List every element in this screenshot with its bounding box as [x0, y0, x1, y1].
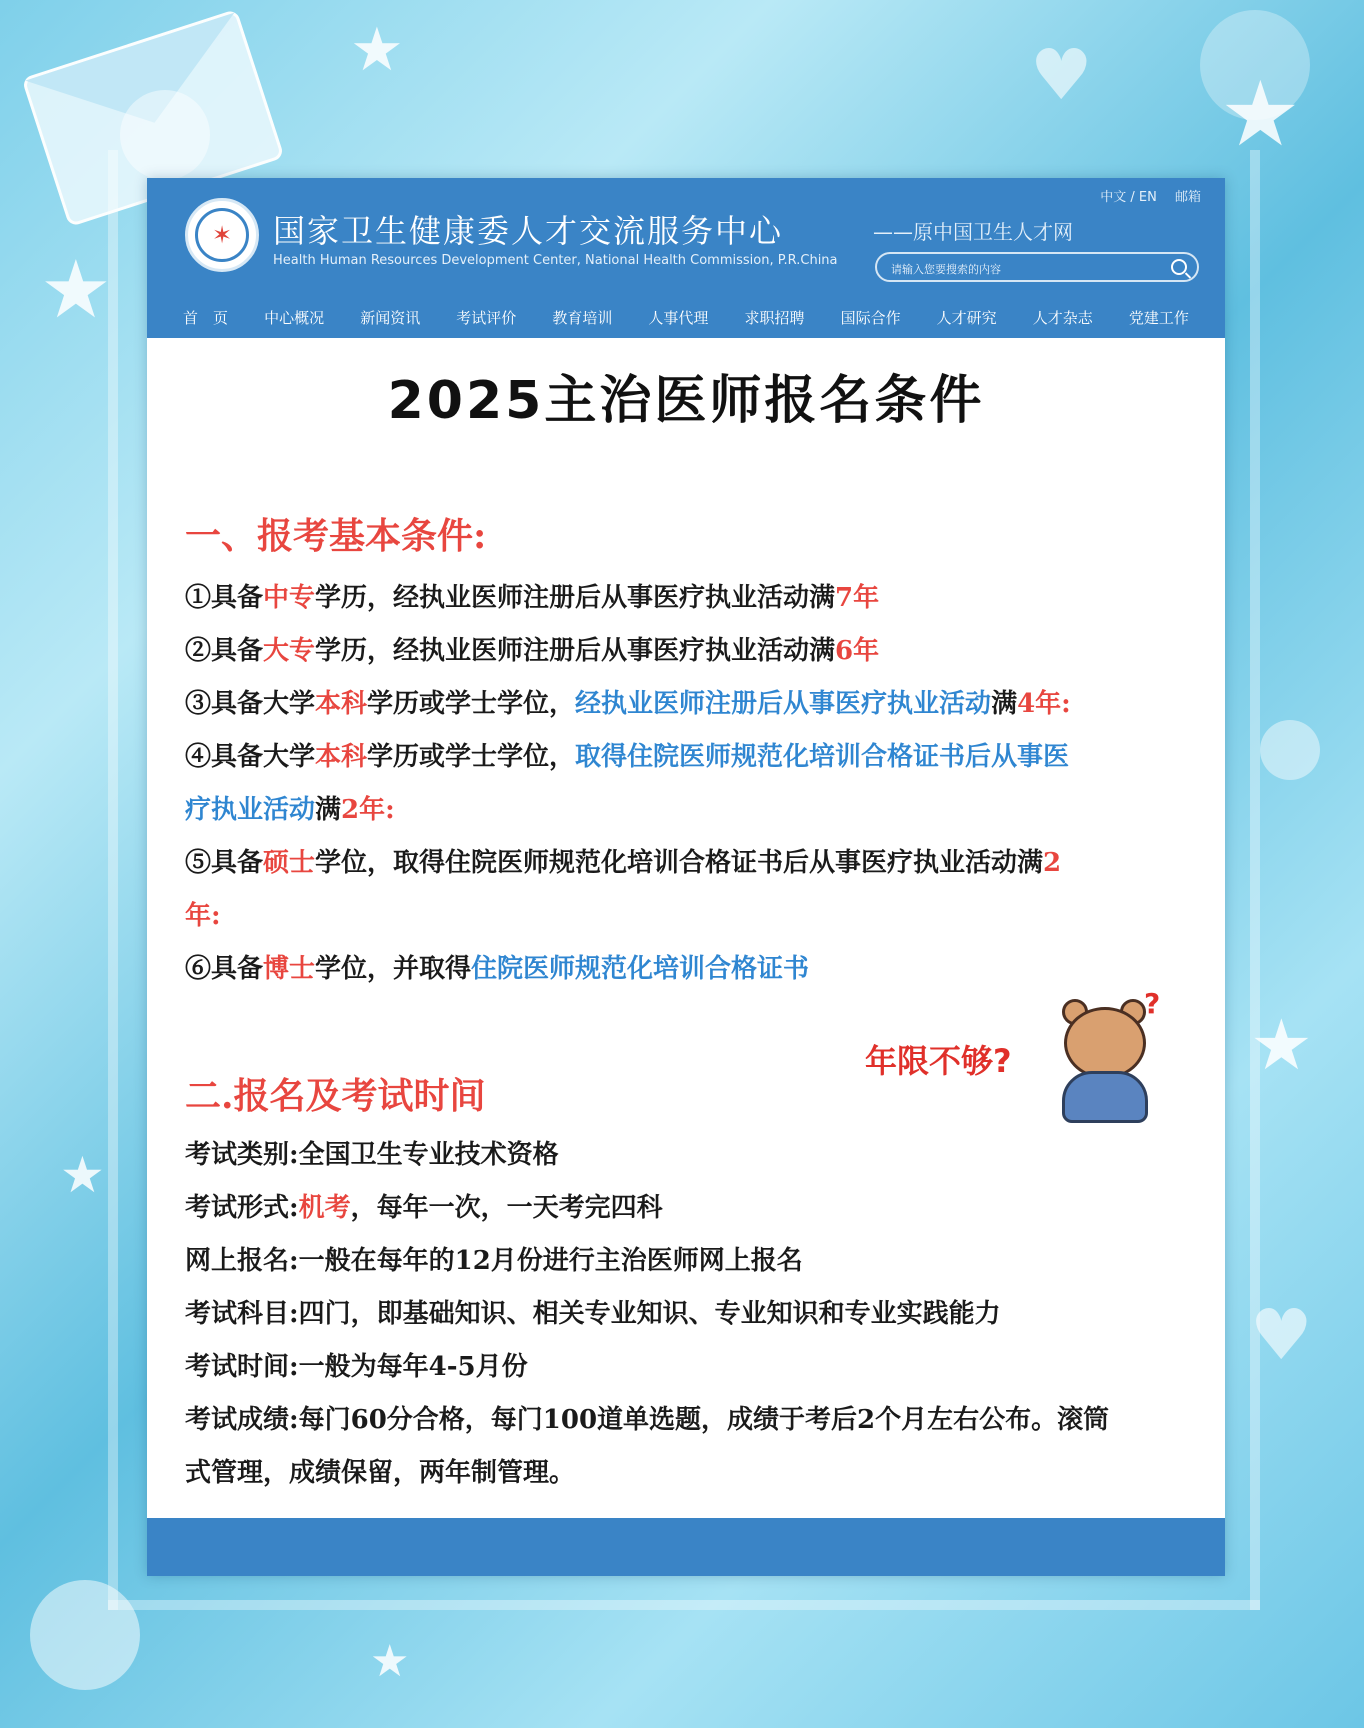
text-segment: 学位，取得住院医师规范化培训合格证书后从事医疗执业活动满 — [315, 848, 1044, 878]
text-segment: 6年 — [835, 636, 880, 666]
footer-bar — [147, 1518, 1225, 1576]
frame-line — [108, 1600, 1260, 1610]
text-line — [185, 625, 1195, 678]
text-segment: 考试时间:一般为每年4-5月份 — [185, 1352, 528, 1382]
text-segment: 学历或学士学位， — [367, 689, 576, 719]
text-segment: 考试科目:四门，即基础知识、相关专业知识、专业知识和专业实践能力 — [185, 1299, 1001, 1329]
text-segment: 住院医师规范化培训合格证书 — [471, 954, 810, 984]
mail-link[interactable]: 邮箱 — [1174, 190, 1201, 205]
text-segment: 考试形式: — [185, 1193, 299, 1223]
search-box — [875, 252, 1199, 282]
text-segment: 中专 — [263, 583, 316, 613]
site-subtitle: Health Human Resources Development Center, National Health Commission, P.R.China — [273, 253, 838, 268]
nav-item[interactable]: 新闻资讯 — [360, 308, 421, 327]
text-segment: ④具备大学 — [185, 742, 316, 772]
text-segment: 经执业医师注册后从事医疗执业活动 — [575, 689, 992, 719]
site-logo[interactable] — [185, 198, 259, 272]
text-segment: ①具备 — [185, 583, 264, 613]
text-segment: 4年: — [1017, 689, 1071, 719]
star-icon: ★ — [60, 1146, 105, 1204]
nav-item[interactable]: 党建工作 — [1128, 308, 1189, 327]
site-former-name: ——原中国卫生人才网 — [873, 220, 1073, 244]
nav-item[interactable]: 人才研究 — [936, 308, 997, 327]
text-line — [185, 1341, 1195, 1394]
text-segment: ⑥具备 — [185, 954, 264, 984]
text-segment: ，每年一次，一天考完四科 — [350, 1193, 663, 1223]
text-line — [185, 1288, 1195, 1341]
text-line — [185, 678, 1195, 731]
star-icon: ★ — [370, 1636, 410, 1687]
text-segment: 考试类别:全国卫生专业技术资格 — [185, 1140, 559, 1170]
text-segment: ③具备大学 — [185, 689, 316, 719]
star-icon: ★ — [1250, 1004, 1313, 1086]
content-card — [147, 178, 1225, 1576]
nav-item[interactable]: 人事代理 — [648, 308, 709, 327]
nav-item[interactable]: 考试评价 — [456, 308, 517, 327]
bear-body — [1062, 1071, 1148, 1123]
text-segment: 2年: — [341, 795, 395, 825]
text-segment: 满 — [991, 689, 1018, 719]
page-title: 2025主治医师报名条件 — [387, 371, 985, 431]
bubble-decoration — [1260, 720, 1320, 780]
text-segment: ⑤具备 — [185, 848, 264, 878]
nav-item[interactable]: 中心概况 — [264, 308, 325, 327]
site-title: 国家卫生健康委人才交流服务中心 — [273, 212, 784, 250]
text-segment: 本科 — [315, 742, 368, 772]
text-segment: 学历，经执业医师注册后从事医疗执业活动满 — [315, 636, 836, 666]
text-segment: 疗执业活动 — [185, 795, 316, 825]
text-segment: 大专 — [263, 636, 316, 666]
text-line — [185, 1447, 1195, 1500]
text-line — [185, 784, 1195, 837]
header-links — [1086, 186, 1201, 205]
question-label: 年限不够? — [865, 1042, 1012, 1080]
nav-item[interactable]: 教育培训 — [552, 308, 613, 327]
bear-head — [1064, 1007, 1146, 1079]
text-segment: 取得住院医师规范化培训合格证书后从事医 — [575, 742, 1070, 772]
site-header — [147, 178, 1225, 338]
heart-icon: ♥ — [1250, 1294, 1313, 1376]
frame-line — [108, 150, 118, 1610]
search-icon[interactable] — [1171, 259, 1187, 275]
frame-line — [1250, 150, 1260, 1610]
bear-illustration — [1052, 987, 1172, 1123]
text-segment: 学位，并取得 — [315, 954, 472, 984]
question-mark-icon: ? — [1144, 987, 1161, 1020]
text-segment: 式管理，成绩保留，两年制管理。 — [185, 1458, 576, 1488]
text-segment: 硕士 — [263, 848, 316, 878]
star-icon: ★ — [350, 15, 404, 85]
text-segment: 7年 — [835, 583, 880, 613]
text-segment: ②具备 — [185, 636, 264, 666]
search-input[interactable] — [889, 258, 1163, 280]
text-segment: 网上报名:一般在每年的12月份进行主治医师网上报名 — [185, 1246, 803, 1276]
bubble-decoration — [120, 90, 210, 180]
nav-item[interactable]: 首 页 — [183, 308, 229, 327]
star-icon: ★ — [1220, 62, 1301, 167]
text-segment: 机考 — [298, 1193, 351, 1223]
nav-item[interactable]: 国际合作 — [840, 308, 901, 327]
heart-icon: ♥ — [1030, 34, 1093, 116]
nav-item[interactable]: 求职招聘 — [744, 308, 805, 327]
logo-emblem-icon: ✶ — [195, 208, 249, 262]
text-segment: 学历或学士学位， — [367, 742, 576, 772]
text-line — [185, 731, 1195, 784]
text-line — [185, 837, 1195, 890]
text-line — [185, 572, 1195, 625]
text-segment: 年: — [185, 901, 221, 931]
bubble-decoration — [1200, 10, 1310, 120]
text-segment: 满 — [315, 795, 342, 825]
text-line — [185, 1235, 1195, 1288]
text-line — [185, 890, 1195, 943]
bubble-decoration — [30, 1580, 140, 1690]
text-line — [185, 1182, 1195, 1235]
text-line — [185, 1129, 1195, 1182]
text-segment: 本科 — [315, 689, 368, 719]
language-switch-link[interactable]: 中文 / EN — [1100, 190, 1157, 205]
section-heading-basic-conditions: 一、报考基本条件: — [185, 515, 487, 557]
text-segment: 博士 — [263, 954, 316, 984]
text-segment: 学历，经执业医师注册后从事医疗执业活动满 — [315, 583, 836, 613]
text-line — [185, 1394, 1195, 1447]
main-nav — [147, 296, 1225, 338]
text-segment: 考试成绩:每门60分合格，每门100道单选题，成绩于考后2个月左右公布。滚筒 — [185, 1405, 1110, 1435]
text-segment: 2 — [1043, 848, 1062, 878]
text-line — [185, 943, 1195, 996]
section-heading-exam-time: 二.报名及考试时间 — [185, 1075, 486, 1117]
star-icon: ★ — [40, 243, 112, 336]
nav-item[interactable]: 人才杂志 — [1032, 308, 1093, 327]
